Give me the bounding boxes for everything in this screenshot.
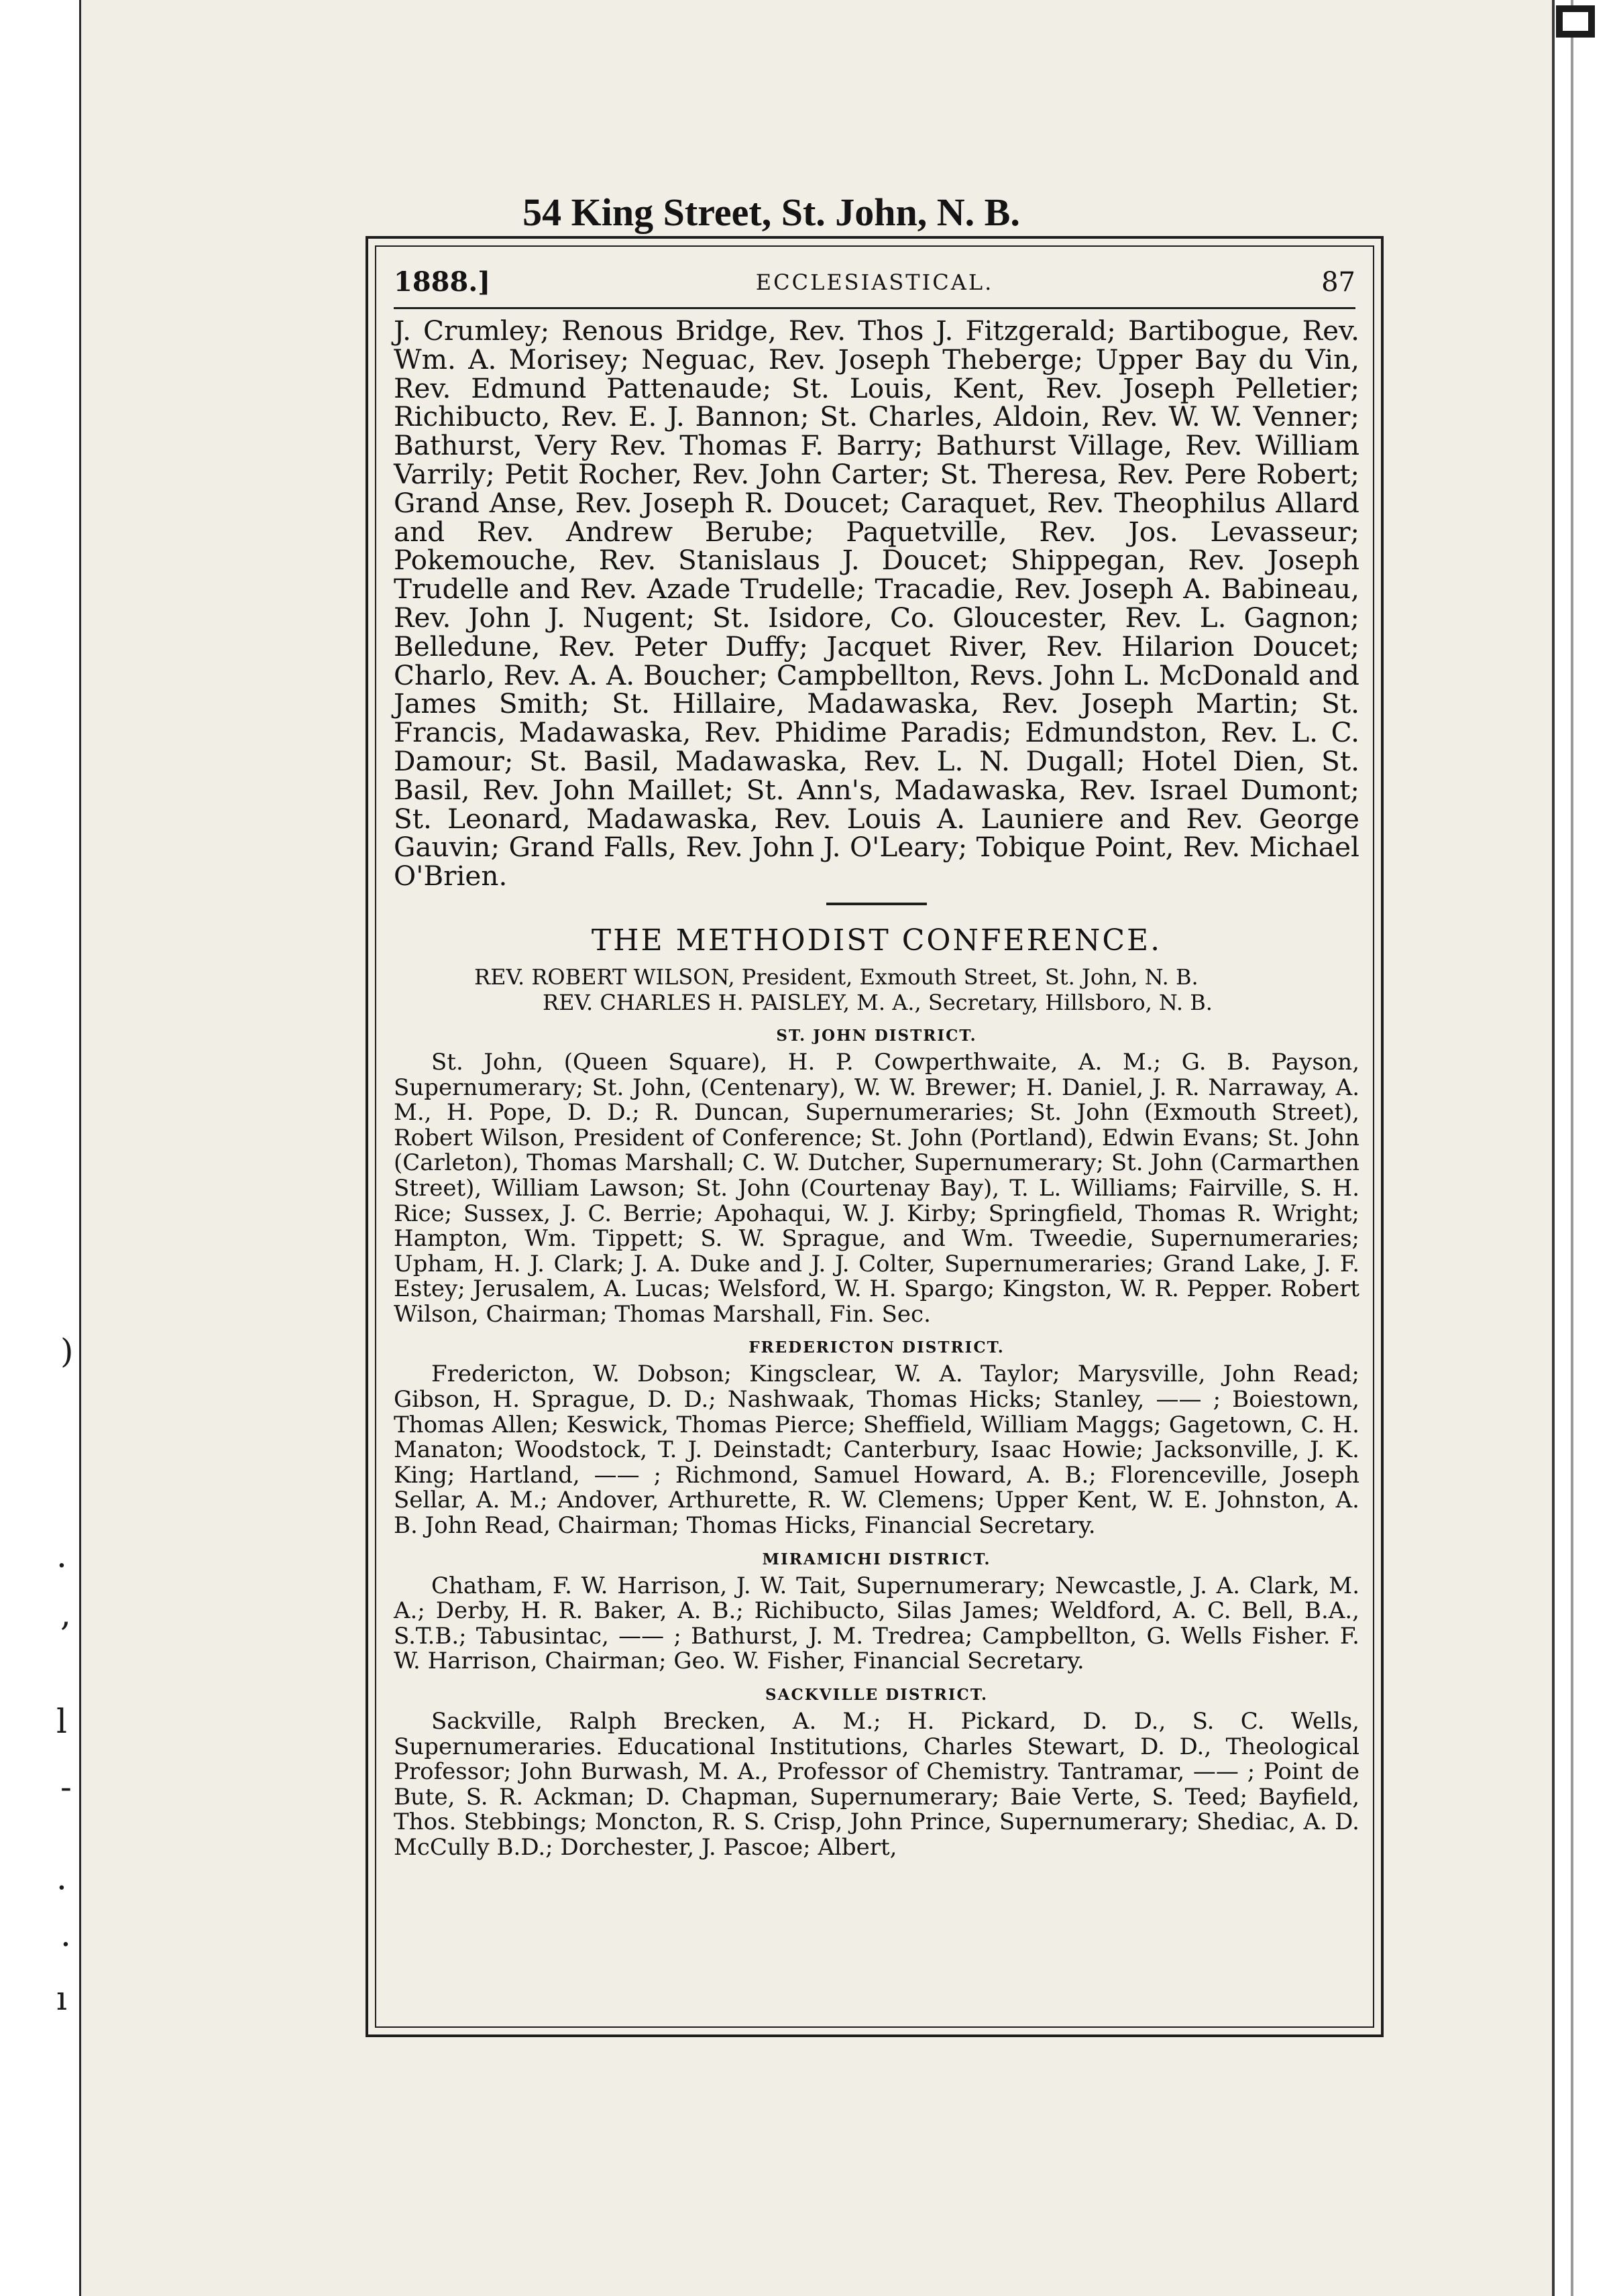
- section-divider: [826, 903, 927, 905]
- district-text-miramichi: Chatham, F. W. Harrison, J. W. Tait, Supernumerary; Newcastle, J. A. Clark, M. A.; Derby, H. R. Baker, A. B.; Richibucto, Silas James; Weldford, A. C. Bell, B.A., S.T.B.; Tabusintac, —— ; Bathurst, J. M. Tredrea; Campbellton, G. Wells Fisher. F. W. Harrison, Chairman; Geo. W. Fisher, Financial Secretary.: [394, 1572, 1359, 1675]
- page-body: [394, 314, 1359, 1861]
- header-year: 1888.]: [394, 266, 491, 298]
- catholic-parishes-continuation: J. Crumley; Renous Bridge, Rev. Thos J. Fitzgerald; Bartibogue, Rev. Wm. A. Morisey; Neguac, Rev. Joseph Theberge; Upper Bay du Vin, Rev. Edmund Pattenaude; St. Louis, Kent, Rev. Joseph Pelletier; Richibucto, Rev. E. J. Bannon; St. Charles, Aldoin, Rev. W. W. Venner; Bathurst, Very Rev. Thomas F. Barry; Bathurst Village, Rev. William Varrily; Petit Rocher, Rev. John Carter; St. Theresa, Rev. Pere Robert; Grand Anse, Rev. Joseph R. Doucet; Caraquet, Rev. Theophilus Allard and Rev. Andrew Berube; Paquetville, Rev. Jos. Levasseur; Pokemouche, Rev. Stanislaus J. Doucet; Shippegan, Rev. Joseph Trudelle and Rev. Azade Trudelle; Tracadie, Rev. Joseph A. Babineau, Rev. John J. Nugent; St. Isidore, Co. Gloucester, Rev. L. Gagnon; Belledune, Rev. Peter Duffy; Jacquet River, Rev. Hilarion Doucet; Charlo, Rev. A. A. Boucher; Campbellton, Revs. John L. McDonald and James Smith; St. Hillaire, Madawaska, Rev. Joseph Martin; St. Francis, Madawaska, Rev. Phidime Paradis; Edmundston, Rev. L. C. Damour; St. Basil, Madawaska, Rev. L. N. Dugall; Hotel Dien, St. Basil, Rev. John Maillet; St. Ann's, Madawaska, Rev. Israel Dumont; St. Leonard, Madawaska, Rev. Louis A. Launiere and Rev. George Gauvin; Grand Falls, Rev. John J. O'Leary; Tobique Point, Rev. Michael O'Brien.: [394, 314, 1359, 893]
- facing-page-mark: l: [56, 1702, 67, 1741]
- facing-page-mark: -: [60, 1768, 72, 1806]
- conference-president: REV. ROBERT WILSON, President, Exmouth Street, St. John, N. B.: [474, 964, 1199, 990]
- corner-mark: [1556, 5, 1595, 38]
- facing-page-mark: .: [60, 1915, 71, 1954]
- district-heading-sackville: SACKVILLE DISTRICT.: [765, 1686, 988, 1704]
- page-edge-line: [1571, 0, 1573, 2296]
- facing-page-mark: ı: [56, 1979, 67, 2018]
- page-frame: [366, 236, 1384, 2037]
- header-section: ECCLESIASTICAL.: [755, 270, 994, 295]
- district-text-fredericton: Fredericton, W. Dobson; Kingsclear, W. A. Taylor; Marysville, John Read; Gibson, H. Sprague, D. D.; Nashwaak, Thomas Hicks; Stanley, —— ; Boiestown, Thomas Allen; Keswick, Thomas Pierce; Sheffield, William Maggs; Gagetown, C. H. Manaton; Woodstock, T. J. Deinstadt; Canterbury, Isaac Howie; Jacksonville, J. K. King; Hartland, —— ; Richmond, Samuel Howard, A. B.; Florenceville, Joseph Sellar, A. M.; Andover, Arthurette, R. W. Clemens; Upper Kent, W. E. Johnston, A. B. John Read, Chairman; Thomas Hicks, Financial Secretary.: [394, 1361, 1359, 1540]
- district-heading-miramichi: MIRAMICHI DISTRICT.: [762, 1550, 991, 1568]
- page-right-edge: [1552, 0, 1615, 2296]
- facing-page-mark: .: [56, 1536, 67, 1575]
- facing-page-mark: ): [60, 1332, 74, 1371]
- district-text-sackville: Sackville, Ralph Brecken, A. M.; H. Pickard, D. D., S. C. Wells, Supernumeraries. Educational Institutions, Charles Stewart, D. D., Theological Professor; John Burwash, M. A., Professor of Chemistry. Tantramar, —— ; Point de Bute, S. R. Ackman; D. Chapman, Supernumerary; Baie Verte, S. Teed; Bayfield, Thos. Stebbings; Moncton, R. S. Crisp, John Prince, Supernumerary; Shediac, A. D. McCully B.D.; Dorchester, J. Pascoe; Albert,: [394, 1708, 1359, 1861]
- page-frame-inner: [375, 245, 1374, 2028]
- district-text-st-john: St. John, (Queen Square), H. P. Cowperthwaite, A. M.; G. B. Payson, Supernumerary; St. John, (Centenary), W. W. Brewer; H. Daniel, J. R. Narraway, A. M., H. Pope, D. D.; R. Duncan, Supernumeraries; St. John (Exmouth Street), Robert Wilson, President of Conference; St. John (Portland), Edwin Evans; St. John (Carleton), Thomas Marshall; C. W. Dutcher, Supernumerary; St. John (Carmarthen Street), William Lawson; St. John (Courtenay Bay), T. L. Williams; Fairville, S. H. Rice; Sussex, J. C. Berrie; Apohaqui, W. J. Kirby; Springfield, Thomas R. Wright; Hampton, Wm. Tippett; S. W. Sprague, and Wm. Tweedie, Supernumeraries; Upham, H. J. Clark; J. A. Duke and J. J. Colter, Supernumeraries; Grand Lake, J. F. Estey; Jerusalem, A. Lucas; Welsford, W. H. Spargo; Kingston, W. R. Pepper. Robert Wilson, Chairman; Thomas Marshall, Fin. Sec.: [394, 1048, 1359, 1328]
- conference-title: THE METHODIST CONFERENCE.: [591, 923, 1162, 958]
- running-head: 54 King Street, St. John, N. B.: [522, 190, 1020, 234]
- facing-page-mark: ·: [56, 1868, 67, 1907]
- page-header: [394, 260, 1355, 304]
- facing-page-mark: ,: [60, 1595, 71, 1633]
- header-rule: [394, 307, 1355, 309]
- district-heading-fredericton: FREDERICTON DISTRICT.: [748, 1338, 1005, 1357]
- header-page-number: 87: [1321, 267, 1355, 298]
- conference-secretary: REV. CHARLES H. PAISLEY, M. A., Secretary, Hillsboro, N. B.: [543, 989, 1213, 1015]
- district-heading-st-john: ST. JOHN DISTRICT.: [776, 1026, 977, 1045]
- facing-page-edge: [0, 0, 81, 2296]
